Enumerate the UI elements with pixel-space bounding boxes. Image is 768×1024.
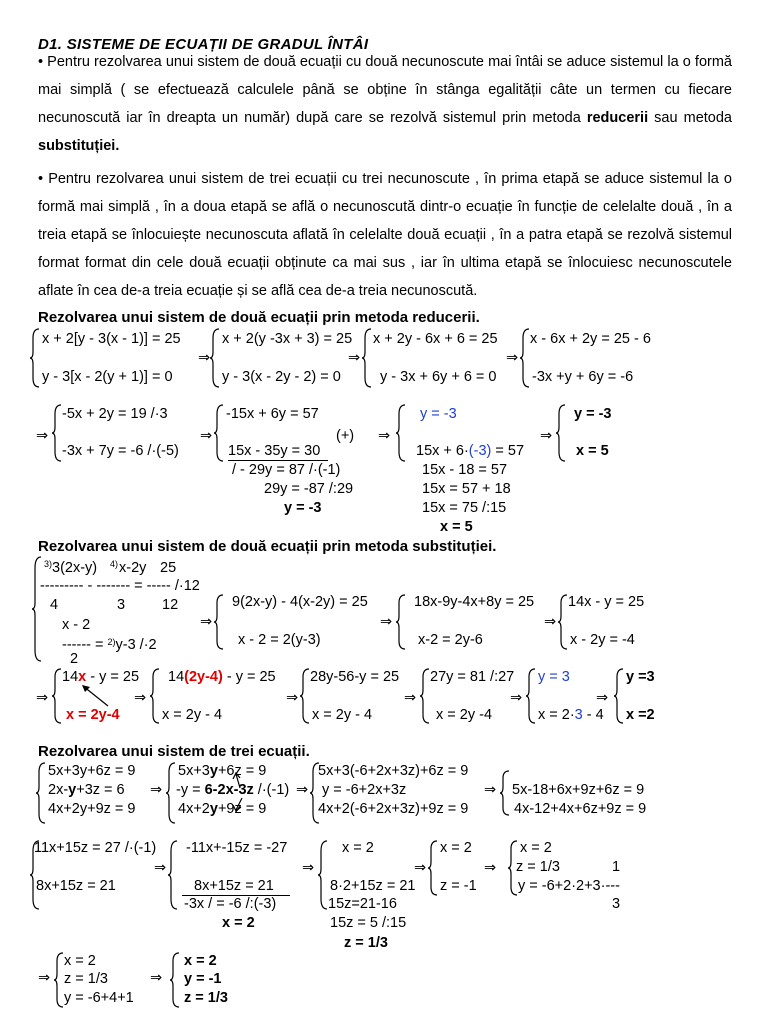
s1-eq1: x + 2[y - 3(x - 1)] = 25 bbox=[42, 331, 181, 347]
fraction-numerator: 3(2x-y) bbox=[52, 560, 98, 576]
brace bbox=[614, 668, 624, 724]
brace bbox=[168, 840, 178, 910]
b3-result: z = 1/3 bbox=[344, 935, 388, 951]
brace bbox=[150, 668, 160, 724]
implies-arrow: ⇒ bbox=[150, 782, 163, 798]
page-title: D1. SISTEME DE ECUAȚII DE GRADUL ÎNTÂI bbox=[38, 36, 369, 53]
implies-arrow: ⇒ bbox=[38, 970, 51, 986]
c1-result: y = -3 bbox=[284, 500, 322, 516]
intro-paragraph-three-equations: • Pentru rezolvarea unui sistem de trei ecuații cu trei necunoscute , în prima etapă se aduce sistemul la o formă mai simplă , în a doua etapă se află o necunoscută dintr-o ecuație în funcție de celelalte două , în a treia etapă se înlocuiește necunoscuta aflată în celelalte două ecuații , în a patra etapă se rezolvă sistemul format format din cele două ecuații obținute ca mai sus , iar în ultima etapă se înlocuiesc necunoscutele aflate în cea de-a treia ecuație și se află cea de-a treia necunoscută. bbox=[38, 171, 732, 299]
brace bbox=[170, 952, 180, 1008]
s7-eq1: y = -3 bbox=[420, 406, 457, 422]
b5-fraction-denominator: 3 bbox=[612, 896, 621, 912]
b2-eq3: -3x / = -6 /:(-3) bbox=[184, 896, 277, 912]
sub-s4-eq2: x - 2y = -4 bbox=[570, 632, 635, 648]
c2-result: x = 5 bbox=[440, 519, 473, 535]
sub-s4-eq1: 14x - y = 25 bbox=[568, 594, 645, 610]
s6-eq2: 15x - 35y = 30 bbox=[228, 443, 321, 459]
brace bbox=[396, 404, 406, 462]
b3-eq3: 15z=21-16 bbox=[328, 896, 397, 912]
sub-r3-eq2: x = 2y - 4 bbox=[312, 707, 373, 723]
b3-eq2: 8·2+15z = 21 bbox=[330, 878, 416, 894]
sub-r6-eq2: x =2 bbox=[626, 707, 655, 723]
brace bbox=[300, 668, 310, 724]
implies-arrow: ⇒ bbox=[36, 690, 49, 706]
amplification-factor: 3) bbox=[44, 559, 53, 569]
a2-eq1: 5x+3y+6z = 9 bbox=[178, 763, 267, 779]
fraction-denominator: 3 bbox=[117, 597, 126, 613]
s2-eq1: x + 2(y -3x + 3) = 25 bbox=[222, 331, 353, 347]
a4-eq1: 5x-18+6x+9z+6z = 9 bbox=[512, 782, 645, 798]
amplification-factor: 4) bbox=[110, 559, 119, 569]
final-y: y = -1 bbox=[184, 971, 222, 987]
brace bbox=[428, 840, 438, 896]
brace bbox=[526, 668, 536, 724]
sub-s2-eq1: 9(2x-y) - 4(x-2y) = 25 bbox=[232, 594, 368, 610]
brace bbox=[166, 762, 176, 824]
brace bbox=[396, 594, 406, 650]
brace bbox=[214, 404, 224, 462]
brace bbox=[420, 668, 430, 724]
a4-eq2: 4x-12+4x+6z+9z = 9 bbox=[514, 801, 647, 817]
brace bbox=[54, 952, 64, 1008]
implies-arrow: ⇒ bbox=[510, 690, 523, 706]
sum-line bbox=[228, 460, 328, 461]
s6-eq1: -15x + 6y = 57 bbox=[226, 406, 319, 422]
implies-arrow: ⇒ bbox=[506, 350, 519, 366]
sub-s2-eq2: x - 2 = 2(y-3) bbox=[238, 632, 321, 648]
fraction-numerator: x - 2 bbox=[62, 617, 91, 633]
s8-eq2: x = 5 bbox=[576, 443, 609, 459]
brace bbox=[30, 328, 40, 388]
s5-eq2: -3x + 7y = -6 /·(-5) bbox=[62, 443, 179, 459]
fraction-denominator: 4 bbox=[50, 597, 59, 613]
implies-arrow: ⇒ bbox=[544, 614, 557, 630]
a3-eq1: 5x+3(-6+2x+3z)+6z = 9 bbox=[318, 763, 469, 779]
implies-arrow: ⇒ bbox=[200, 614, 213, 630]
b2-eq2: 8x+15z = 21 bbox=[194, 878, 274, 894]
intro-paragraph-reduction: • Pentru rezolvarea unui sistem de două ecuații cu două necunoscute mai întâi se aduce sistemul la o formă mai simplă ( se efectuează calculele până se obține în stânga egalității câte un termen cu fiecare necunoscută iar în dreapta un număr) după care se rezolvă sistemul prin metoda reducerii sau metoda substituției. bbox=[38, 54, 732, 154]
b5-fraction-numerator: 1 bbox=[612, 859, 621, 875]
b1-eq1: 11x+15z = 27 /·(-1) bbox=[34, 840, 157, 856]
a1-eq3: 4x+2y+9z = 9 bbox=[48, 801, 136, 817]
implies-arrow: ⇒ bbox=[286, 690, 299, 706]
implies-arrow: ⇒ bbox=[380, 614, 393, 630]
b1-eq2: 8x+15z = 21 bbox=[36, 878, 116, 894]
brace bbox=[362, 328, 372, 388]
b2-eq1: -11x+-15z = -27 bbox=[186, 840, 288, 856]
fraction-denominator: 12 bbox=[162, 597, 179, 613]
implies-arrow: ⇒ bbox=[414, 860, 427, 876]
implies-arrow: ⇒ bbox=[302, 860, 315, 876]
sub-s3-eq1: 18x-9y-4x+8y = 25 bbox=[414, 594, 535, 610]
s3-eq2: y - 3x + 6y + 6 = 0 bbox=[380, 369, 497, 385]
b5-eq2: z = 1/3 bbox=[516, 859, 560, 875]
c2-line1: 15x - 18 = 57 bbox=[422, 462, 508, 478]
implies-arrow: ⇒ bbox=[540, 428, 553, 444]
b2-result: x = 2 bbox=[222, 915, 255, 931]
substitution-arrow-icon bbox=[80, 684, 110, 708]
brace bbox=[36, 762, 46, 824]
sub-r1-eq2: x = 2y-4 bbox=[66, 707, 120, 723]
implies-arrow: ⇒ bbox=[154, 860, 167, 876]
a2-eq3: 4x+2y+9z = 9 bbox=[178, 801, 267, 817]
fraction-numerator: x-2y bbox=[119, 560, 147, 576]
final-x: x = 2 bbox=[184, 953, 217, 969]
sub-r4-eq1: 27y = 81 /:27 bbox=[430, 669, 515, 685]
implies-arrow: ⇒ bbox=[134, 690, 147, 706]
section-heading-substitution: Rezolvarea unui sistem de două ecuații prin metoda substituției. bbox=[38, 538, 497, 555]
fraction-denominator: 2 bbox=[70, 651, 79, 667]
c2-line2: 15x = 57 + 18 bbox=[422, 481, 511, 497]
a1-eq2: 2x-y+3z = 6 bbox=[48, 782, 125, 798]
c1-eq2: z = 1/3 bbox=[64, 971, 108, 987]
section-heading-reduction: Rezolvarea unui sistem de două ecuații prin metoda reducerii. bbox=[38, 309, 480, 326]
brace bbox=[556, 404, 566, 462]
implies-arrow: ⇒ bbox=[404, 690, 417, 706]
sub-r1-eq1: 14x - y = 25 bbox=[62, 669, 140, 685]
brace bbox=[214, 594, 224, 650]
c1-line2: 29y = -87 /:29 bbox=[264, 481, 354, 497]
implies-arrow: ⇒ bbox=[596, 690, 609, 706]
sub-r2-eq2: x = 2y - 4 bbox=[162, 707, 223, 723]
implies-arrow: ⇒ bbox=[484, 782, 497, 798]
b3-eq1: x = 2 bbox=[342, 840, 374, 856]
b5-eq1: x = 2 bbox=[520, 840, 552, 856]
brace bbox=[52, 404, 62, 462]
implies-arrow: ⇒ bbox=[200, 428, 213, 444]
implies-arrow: ⇒ bbox=[378, 428, 391, 444]
brace bbox=[558, 594, 568, 650]
sub-r5-eq1: y = 3 bbox=[538, 669, 570, 685]
a1-eq1: 5x+3y+6z = 9 bbox=[48, 763, 136, 779]
s4-eq1: x - 6x + 2y = 25 - 6 bbox=[530, 331, 651, 347]
implies-arrow: ⇒ bbox=[150, 970, 163, 986]
implies-arrow: ⇒ bbox=[36, 428, 49, 444]
c1-line1: / - 29y = 87 /·(-1) bbox=[232, 462, 341, 478]
brace bbox=[210, 328, 220, 388]
b5-eq3: y = -6+2·2+3·--- bbox=[518, 878, 620, 894]
implies-arrow: ⇒ bbox=[296, 782, 309, 798]
b3-eq4: 15z = 5 /:15 bbox=[330, 915, 407, 931]
implies-arrow: ⇒ bbox=[348, 350, 361, 366]
sub-r6-eq1: y =3 bbox=[626, 669, 655, 685]
substitution-arrows-icon bbox=[232, 774, 262, 814]
sub-s3-eq2: x-2 = 2y-6 bbox=[418, 632, 483, 648]
brace bbox=[520, 328, 530, 388]
b4-eq1: x = 2 bbox=[440, 840, 472, 856]
a3-eq2: y = -6+2x+3z bbox=[322, 782, 407, 798]
sub-r3-eq1: 28y-56-y = 25 bbox=[310, 669, 400, 685]
s3-eq1: x + 2y - 6x + 6 = 25 bbox=[373, 331, 498, 347]
s8-eq1: y = -3 bbox=[574, 406, 612, 422]
fraction-bars: --------- - ------- = ----- /·12 bbox=[40, 578, 200, 594]
implies-arrow: ⇒ bbox=[198, 350, 211, 366]
sub-r5-eq2: x = 2·3 - 4 bbox=[538, 707, 604, 723]
s4-eq2: -3x +y + 6y = -6 bbox=[532, 369, 634, 385]
s2-eq2: y - 3(x - 2y - 2) = 0 bbox=[222, 369, 341, 385]
s1-eq2: y - 3[x - 2(y + 1)] = 0 bbox=[42, 369, 173, 385]
c1-eq1: x = 2 bbox=[64, 953, 96, 969]
b4-eq2: z = -1 bbox=[440, 878, 477, 894]
sub-r2-eq1: 14(2y-4) - y = 25 bbox=[168, 669, 276, 685]
addition-label: (+) bbox=[336, 428, 355, 444]
brace bbox=[500, 770, 510, 816]
s5-eq1: -5x + 2y = 19 /·3 bbox=[62, 406, 168, 422]
brace bbox=[32, 556, 42, 662]
section-heading-three-equations: Rezolvarea unui sistem de trei ecuații. bbox=[38, 743, 310, 760]
s7-eq2: 15x + 6·(-3) = 57 bbox=[416, 443, 525, 459]
brace bbox=[318, 840, 328, 910]
implies-arrow: ⇒ bbox=[484, 860, 497, 876]
second-equation: ------ = $^{2)}$y-3 /·2 bbox=[62, 637, 157, 653]
brace bbox=[52, 668, 62, 724]
c1-eq3: y = -6+4+1 bbox=[64, 990, 134, 1006]
a3-eq3: 4x+2(-6+2x+3z)+9z = 9 bbox=[318, 801, 469, 817]
sub-r4-eq2: x = 2y -4 bbox=[436, 707, 493, 723]
final-z: z = 1/3 bbox=[184, 990, 228, 1006]
a2-eq2: -y = 6-2x-3z /·(-1) bbox=[176, 782, 290, 798]
fraction-numerator: 25 bbox=[160, 560, 177, 576]
c2-line3: 15x = 75 /:15 bbox=[422, 500, 507, 516]
